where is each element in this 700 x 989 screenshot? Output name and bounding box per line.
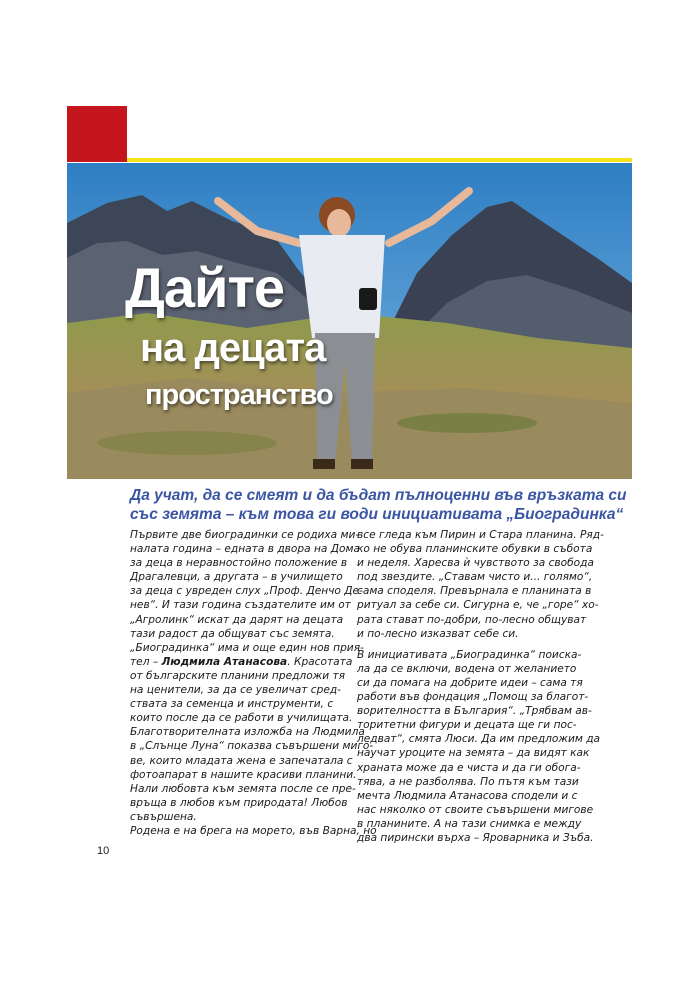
text-line: и по-лесно изказват себе си.: [357, 627, 519, 640]
text-line: от българските планини предложи тя: [130, 669, 346, 682]
text-line: ритуал за себе си. Сигурна е, че „горе“ хо-: [357, 599, 599, 612]
text-line: научат уроците на земята – да видят как: [357, 747, 590, 760]
text-line: ве, които младата жена е запечатала с: [130, 754, 353, 767]
text-line: два пирински върха – Яроварника и Зъба.: [357, 831, 594, 844]
subtitle-line1: Да учат, да се смеят и да бъдат пълноценни във връзката си: [130, 487, 627, 504]
text-line: в „Слънце Луна“ показва съвършени миго-: [130, 740, 374, 753]
subtitle-line2: със земята – към това ги води инициативата „Биоградинка“: [130, 506, 624, 523]
text-line: си да помага на добрите идеи – сама тя: [357, 676, 583, 689]
text-line: ледват“, смята Люси. Да им предложим да: [357, 733, 601, 746]
text-line: ворителността в България“. „Трябвам ав-: [357, 705, 592, 718]
text-line: Първите две биоградинки се родиха ми-: [130, 529, 360, 541]
text-line: „Агролинк“ искат да дарят на децата: [130, 613, 344, 626]
text-line: фотоапарат в нашите красиви планини.: [130, 768, 357, 781]
text-line: сама споделя. Превърнала е планината в: [357, 585, 592, 598]
text-line: нев“. И тази година създателите им от: [130, 599, 351, 612]
text-line: съвършена.: [130, 810, 197, 823]
text-line: все гледа към Пирин и Стара планина. Ряд-: [357, 529, 604, 541]
paragraph-gap: [357, 641, 569, 648]
text-line: връща в любов към природата! Любов: [130, 796, 348, 809]
text-line: ствата за семенца и инструменти, с: [130, 698, 334, 711]
text-line: ко не обува планинските обувки в събота: [357, 543, 593, 556]
text-line: на ценители, за да се увеличат сред-: [130, 684, 341, 697]
text-line: В инициативата „Биоградинка“ поиска-: [357, 648, 582, 661]
text-line-with-name: [130, 655, 353, 669]
headline-line1: Дайте: [125, 256, 285, 319]
text-line: Благотворителната изложба на Людмила: [130, 726, 365, 739]
text-line: „Биоградинка“ има и още един нов прия-: [130, 641, 364, 654]
text-fragment: . Красотата: [287, 655, 353, 668]
text-line: и неделя. Харесва ѝ чувството за свобода: [357, 557, 594, 570]
text-line: Нали любовта към земята после се пре-: [130, 782, 356, 795]
text-line: нас няколко от своите съвършени мигове: [357, 803, 594, 816]
headline-line2: на децата: [140, 326, 326, 370]
mountain-photo: [67, 163, 632, 479]
right-text-column: [357, 528, 604, 845]
text-line: торитетни фигури и децата ще ги пос-: [357, 719, 577, 732]
text-line: ла да се включи, водена от желанието: [357, 662, 577, 675]
text-line: рата стават по-добри, по-лесно общуват: [357, 613, 587, 626]
page-number: 10: [97, 845, 110, 857]
text-line: тази радост да общуват със земята.: [130, 627, 335, 640]
text-line: за деца с увреден слух „Проф. Денчо Де-: [130, 585, 363, 598]
text-line: Родена е на брега на морето, във Варна, но: [130, 824, 377, 837]
left-text-column: [130, 528, 377, 838]
text-fragment: тел –: [130, 655, 162, 668]
text-line: за деца в неравностойно положение в: [130, 557, 348, 570]
text-line: работи във фондация „Помощ за благот-: [357, 691, 589, 704]
headline-line3: пространство: [145, 379, 333, 411]
text-line: налата година – едната в двора на Дома: [130, 543, 360, 556]
person-name: Людмила Атанасова: [161, 655, 288, 668]
text-line: под звездите. „Ставам чисто и... голямо“,: [357, 571, 593, 584]
text-line: храната може да е чиста и да ги обога-: [357, 761, 581, 774]
text-line: в планините. А на тази снимка е между: [357, 817, 582, 830]
subtitle: [130, 486, 635, 524]
text-line: мечта Людмила Атанасова сподели и с: [357, 789, 578, 802]
text-line: тява, а не разболява. По пътя към тази: [357, 775, 579, 788]
text-line: Драгалевци, а другата – в училището: [130, 571, 343, 584]
red-accent-block: [67, 106, 127, 162]
yellow-accent-line: [127, 158, 632, 162]
text-line: които после да се работи в училищата.: [130, 712, 353, 725]
